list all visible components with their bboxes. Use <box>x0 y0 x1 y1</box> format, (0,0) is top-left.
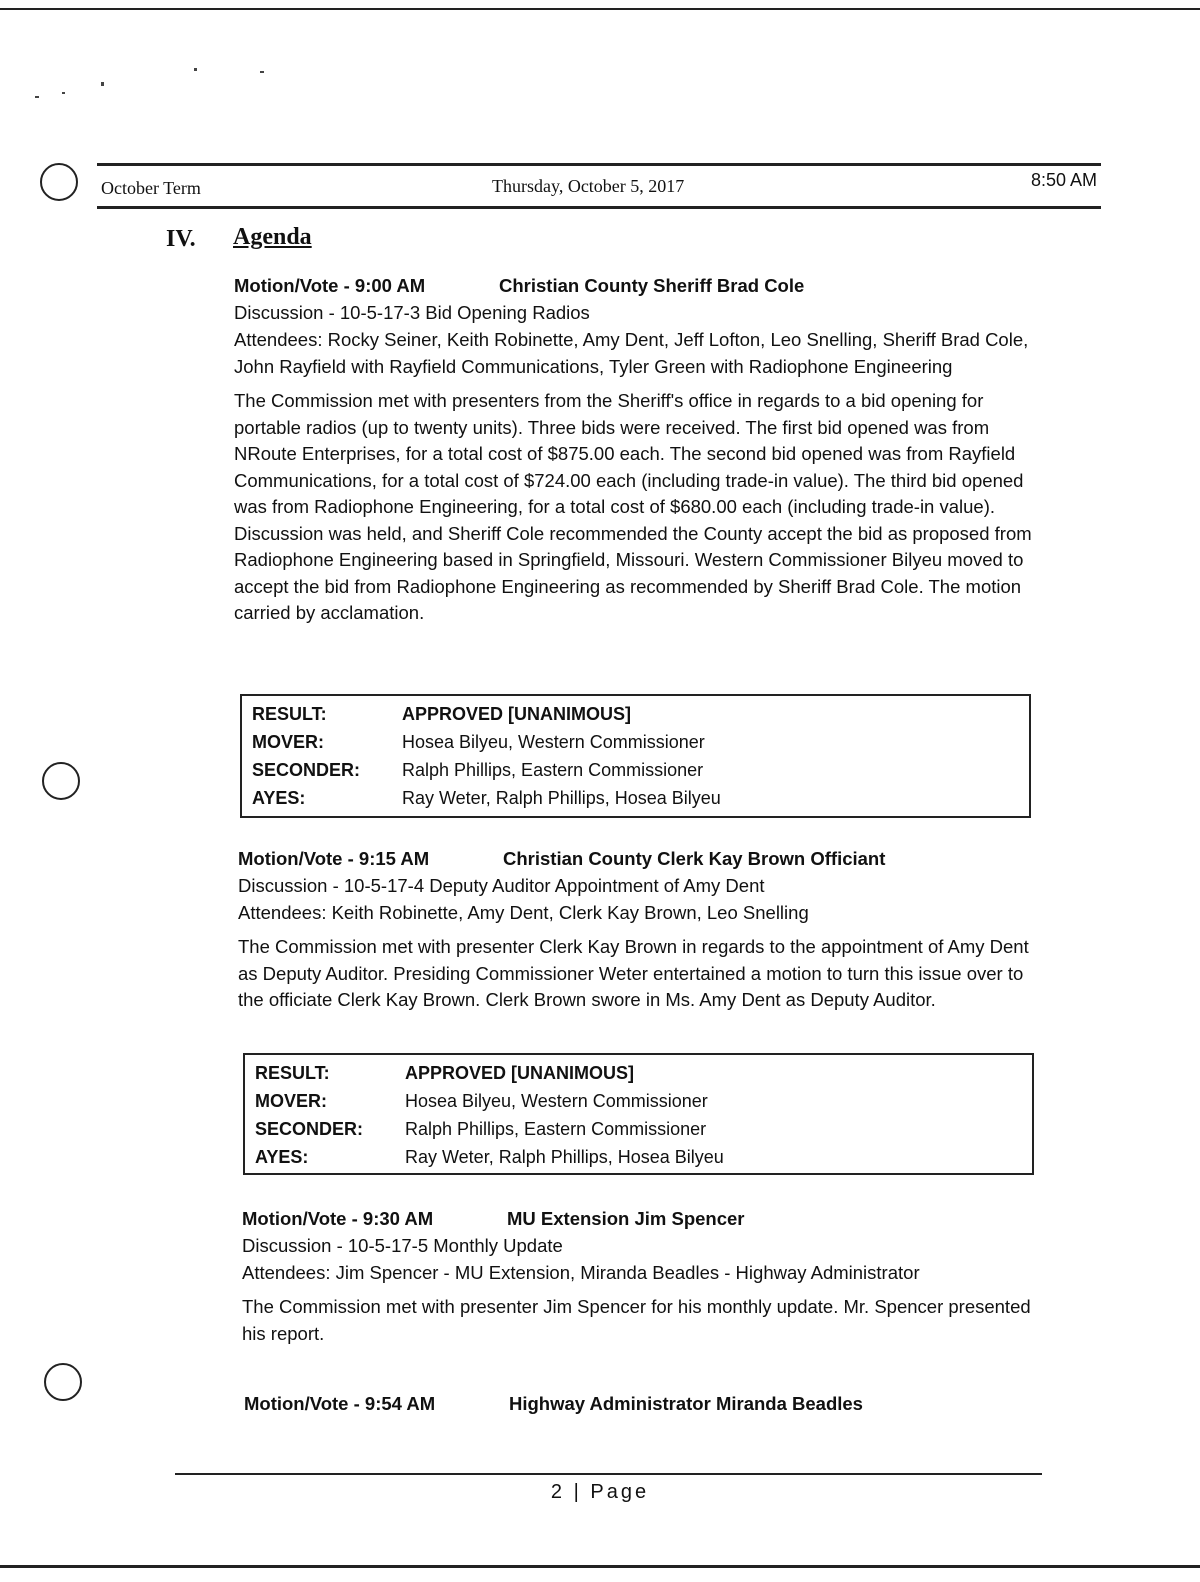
seconder-label: SECONDER: <box>252 760 361 780</box>
minutes-paragraph: The Commission met with presenter Clerk Kay Brown in regards to the appointment of Amy Dent as Deputy Auditor. Presiding Commissioner Weter entertained a motion to turn this issue over to the officiate Clerk Kay Brown. Clerk Brown swore in Ms. Amy Dent as Deputy Auditor. <box>238 936 1029 1010</box>
motion-line <box>242 1205 1042 1232</box>
motion-time: Motion/Vote - 9:00 AM <box>234 275 426 296</box>
seconder-row <box>245 1115 1032 1143</box>
bottom-scan-edge <box>0 1565 1200 1568</box>
presenter: Christian County Clerk Kay Brown Officiant <box>503 848 886 869</box>
mover-label: MOVER: <box>252 732 324 752</box>
mover-label: MOVER: <box>255 1091 327 1111</box>
attendees-line: Attendees: Jim Spencer - MU Extension, Miranda Beadles - Highway Administrator <box>242 1262 920 1283</box>
result-row <box>245 1059 1032 1087</box>
discussion-line: Discussion - 10-5-17-5 Monthly Update <box>242 1235 563 1256</box>
ayes-row <box>245 1143 1032 1171</box>
discussion-line: Discussion - 10-5-17-4 Deputy Auditor Appointment of Amy Dent <box>238 875 765 896</box>
ayes-row <box>242 784 1029 812</box>
ayes-value: Ray Weter, Ralph Phillips, Hosea Bilyeu <box>405 1147 724 1167</box>
agenda-item-mu-extension <box>242 1205 1042 1347</box>
section-numeral: IV. <box>166 226 196 252</box>
discussion-line: Discussion - 10-5-17-3 Bid Opening Radios <box>234 302 590 323</box>
agenda-item-clerk <box>238 845 1038 1014</box>
footer-rule <box>175 1473 1042 1475</box>
motion-time: Motion/Vote - 9:15 AM <box>238 848 430 869</box>
motion-line <box>234 272 1034 299</box>
scan-speck <box>35 96 39 98</box>
meeting-time: 8:50 AM <box>1030 170 1097 190</box>
punch-hole-bottom <box>44 1363 82 1401</box>
page-number: 2 | Page <box>550 1481 650 1503</box>
mover-row <box>245 1087 1032 1115</box>
attendees-line: Attendees: Keith Robinette, Amy Dent, Clerk Kay Brown, Leo Snelling <box>238 902 809 923</box>
presenter: MU Extension Jim Spencer <box>507 1208 745 1229</box>
scan-speck <box>260 71 264 73</box>
result-value: APPROVED [UNANIMOUS] <box>405 1063 635 1083</box>
motion-time: Motion/Vote - 9:54 AM <box>244 1393 436 1414</box>
agenda-item-highway <box>244 1390 1044 1417</box>
seconder-value: Ralph Phillips, Eastern Commissioner <box>405 1119 707 1139</box>
seconder-value: Ralph Phillips, Eastern Commissioner <box>402 760 704 780</box>
vote-result-table <box>240 694 1031 818</box>
result-label: RESULT: <box>255 1063 330 1083</box>
meeting-date: Thursday, October 5, 2017 <box>492 176 685 196</box>
result-value: APPROVED [UNANIMOUS] <box>402 704 632 724</box>
motion-line <box>238 845 1038 872</box>
term-label: October Term <box>101 178 201 198</box>
ayes-label: AYES: <box>252 788 306 808</box>
mover-value: Hosea Bilyeu, Western Commissioner <box>402 732 705 752</box>
presenter: Highway Administrator Miranda Beadles <box>509 1393 863 1414</box>
page-header <box>97 163 1101 209</box>
vote-result-table <box>243 1053 1034 1175</box>
scan-speck <box>101 82 104 86</box>
attendees-line: Attendees: Rocky Seiner, Keith Robinette, Amy Dent, Jeff Lofton, Leo Snelling, Sheriff Brad Cole, John Rayfield with Rayfield Communications, Tyler Green with Radiophone Engineering <box>234 329 1029 377</box>
mover-row <box>242 728 1029 756</box>
minutes-paragraph: The Commission met with presenter Jim Spencer for his monthly update. Mr. Spencer presented his report. <box>242 1296 1031 1344</box>
ayes-label: AYES: <box>255 1147 309 1167</box>
result-label: RESULT: <box>252 704 327 724</box>
mover-value: Hosea Bilyeu, Western Commissioner <box>405 1091 708 1111</box>
ayes-value: Ray Weter, Ralph Phillips, Hosea Bilyeu <box>402 788 721 808</box>
seconder-label: SECONDER: <box>255 1119 364 1139</box>
scan-speck <box>194 68 197 71</box>
seconder-row <box>242 756 1029 784</box>
motion-line <box>244 1390 1044 1417</box>
scan-speck <box>62 92 65 94</box>
result-row <box>242 700 1029 728</box>
top-scan-edge <box>0 8 1200 10</box>
motion-time: Motion/Vote - 9:30 AM <box>242 1208 434 1229</box>
presenter: Christian County Sheriff Brad Cole <box>499 275 805 296</box>
agenda-item-sheriff <box>234 272 1034 627</box>
punch-hole-top <box>40 163 78 201</box>
minutes-paragraph: The Commission met with presenters from the Sheriff's office in regards to a bid opening for portable radios (up to twenty units). Three bids were received. The first bid opened was from NRoute Enterprises, for a total cost of $875.00 each. The second bid opened was from Rayfield Communications, for a total cost of $724.00 each (including trade-in value). The third bid opened was from Radiophone Engineering, for a total cost of $680.00 each (including trade-in value). Discussion was held, and Sheriff Cole recommended the County accept the bid as proposed from Radiophone Engineering based in Springfield, Missouri. Western Commissioner Bilyeu moved to accept the bid from Radiophone Engineering as recommended by Sheriff Brad Cole. The motion carried by acclamation. <box>234 390 1032 623</box>
section-title: Agenda <box>233 224 312 250</box>
punch-hole-middle <box>42 762 80 800</box>
